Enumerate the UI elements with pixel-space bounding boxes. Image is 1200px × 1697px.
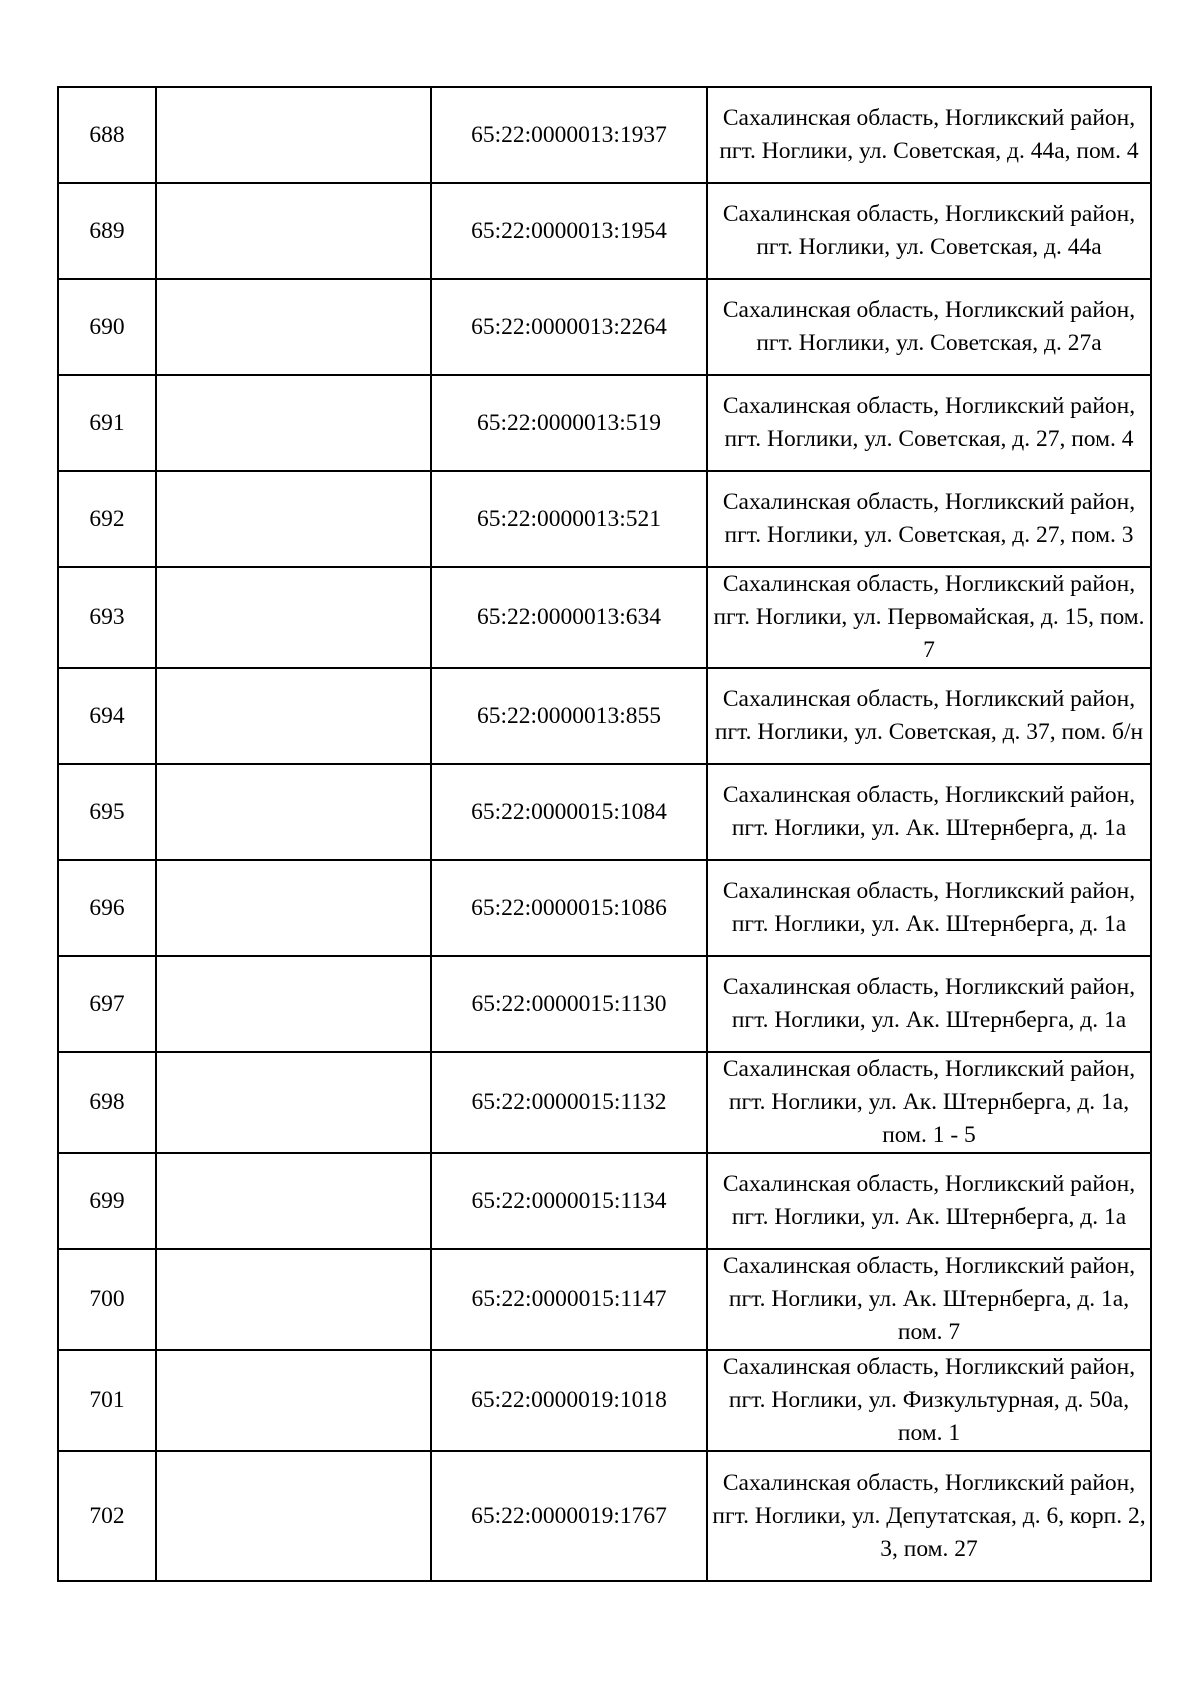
row-number-cell: 702 xyxy=(58,1451,156,1581)
object-name-cell xyxy=(156,183,431,279)
address-cell: Сахалинская область, Ногликский район, пгт. Ноглики, ул. Советская, д. 37, пом. б/н xyxy=(707,668,1151,764)
table-row xyxy=(58,87,1151,183)
table-row xyxy=(58,183,1151,279)
object-name-cell xyxy=(156,471,431,567)
row-number-cell: 692 xyxy=(58,471,156,567)
address-cell: Сахалинская область, Ногликский район, пгт. Ноглики, ул. Первомайская, д. 15, пом. 7 xyxy=(707,567,1151,668)
cadastral-number-cell: 65:22:0000013:519 xyxy=(431,375,707,471)
property-registry-table xyxy=(57,86,1152,1582)
row-number-cell: 696 xyxy=(58,860,156,956)
cadastral-number-cell: 65:22:0000013:855 xyxy=(431,668,707,764)
object-name-cell xyxy=(156,1249,431,1350)
table-row xyxy=(58,1350,1151,1451)
object-name-cell xyxy=(156,567,431,668)
object-name-cell xyxy=(156,1153,431,1249)
row-number-cell: 697 xyxy=(58,956,156,1052)
table-row xyxy=(58,1052,1151,1153)
cadastral-number-cell: 65:22:0000013:2264 xyxy=(431,279,707,375)
table-row xyxy=(58,1153,1151,1249)
address-cell: Сахалинская область, Ногликский район, пгт. Ноглики, ул. Советская, д. 44а xyxy=(707,183,1151,279)
cadastral-number-cell: 65:22:0000015:1130 xyxy=(431,956,707,1052)
object-name-cell xyxy=(156,279,431,375)
cadastral-number-cell: 65:22:0000013:521 xyxy=(431,471,707,567)
cadastral-number-cell: 65:22:0000015:1086 xyxy=(431,860,707,956)
address-cell: Сахалинская область, Ногликский район, пгт. Ноглики, ул. Советская, д. 27, пом. 3 xyxy=(707,471,1151,567)
cadastral-number-cell: 65:22:0000019:1018 xyxy=(431,1350,707,1451)
row-number-cell: 701 xyxy=(58,1350,156,1451)
table-row xyxy=(58,279,1151,375)
address-cell: Сахалинская область, Ногликский район, пгт. Ноглики, ул. Ак. Штернберга, д. 1а, пом. 1 - 5 xyxy=(707,1052,1151,1153)
row-number-cell: 694 xyxy=(58,668,156,764)
object-name-cell xyxy=(156,87,431,183)
address-cell: Сахалинская область, Ногликский район, пгт. Ноглики, ул. Советская, д. 27, пом. 4 xyxy=(707,375,1151,471)
object-name-cell xyxy=(156,860,431,956)
cadastral-number-cell: 65:22:0000015:1134 xyxy=(431,1153,707,1249)
address-cell: Сахалинская область, Ногликский район, пгт. Ноглики, ул. Ак. Штернберга, д. 1а xyxy=(707,1153,1151,1249)
object-name-cell xyxy=(156,375,431,471)
cadastral-number-cell: 65:22:0000013:1954 xyxy=(431,183,707,279)
address-cell: Сахалинская область, Ногликский район, пгт. Ноглики, ул. Физкультурная, д. 50а, пом. 1 xyxy=(707,1350,1151,1451)
row-number-cell: 691 xyxy=(58,375,156,471)
address-cell: Сахалинская область, Ногликский район, пгт. Ноглики, ул. Ак. Штернберга, д. 1а xyxy=(707,860,1151,956)
table-row xyxy=(58,956,1151,1052)
object-name-cell xyxy=(156,1451,431,1581)
object-name-cell xyxy=(156,1052,431,1153)
cadastral-number-cell: 65:22:0000019:1767 xyxy=(431,1451,707,1581)
registry-table-body xyxy=(58,87,1151,1581)
object-name-cell xyxy=(156,1350,431,1451)
address-cell: Сахалинская область, Ногликский район, пгт. Ноглики, ул. Советская, д. 44а, пом. 4 xyxy=(707,87,1151,183)
row-number-cell: 695 xyxy=(58,764,156,860)
object-name-cell xyxy=(156,668,431,764)
address-cell: Сахалинская область, Ногликский район, пгт. Ноглики, ул. Советская, д. 27а xyxy=(707,279,1151,375)
row-number-cell: 688 xyxy=(58,87,156,183)
row-number-cell: 700 xyxy=(58,1249,156,1350)
cadastral-number-cell: 65:22:0000015:1147 xyxy=(431,1249,707,1350)
address-cell: Сахалинская область, Ногликский район, пгт. Ноглики, ул. Депутатская, д. 6, корп. 2, 3, пом. 27 xyxy=(707,1451,1151,1581)
cadastral-number-cell: 65:22:0000013:1937 xyxy=(431,87,707,183)
cadastral-number-cell: 65:22:0000015:1084 xyxy=(431,764,707,860)
address-cell: Сахалинская область, Ногликский район, пгт. Ноглики, ул. Ак. Штернберга, д. 1а xyxy=(707,956,1151,1052)
cadastral-number-cell: 65:22:0000013:634 xyxy=(431,567,707,668)
table-row xyxy=(58,668,1151,764)
object-name-cell xyxy=(156,764,431,860)
table-row xyxy=(58,567,1151,668)
table-row xyxy=(58,375,1151,471)
address-cell: Сахалинская область, Ногликский район, пгт. Ноглики, ул. Ак. Штернберга, д. 1а xyxy=(707,764,1151,860)
row-number-cell: 698 xyxy=(58,1052,156,1153)
row-number-cell: 689 xyxy=(58,183,156,279)
table-row xyxy=(58,764,1151,860)
table-row xyxy=(58,860,1151,956)
table-row xyxy=(58,1451,1151,1581)
object-name-cell xyxy=(156,956,431,1052)
row-number-cell: 693 xyxy=(58,567,156,668)
row-number-cell: 690 xyxy=(58,279,156,375)
row-number-cell: 699 xyxy=(58,1153,156,1249)
table-row xyxy=(58,471,1151,567)
table-row xyxy=(58,1249,1151,1350)
address-cell: Сахалинская область, Ногликский район, пгт. Ноглики, ул. Ак. Штернберга, д. 1а, пом. 7 xyxy=(707,1249,1151,1350)
cadastral-number-cell: 65:22:0000015:1132 xyxy=(431,1052,707,1153)
